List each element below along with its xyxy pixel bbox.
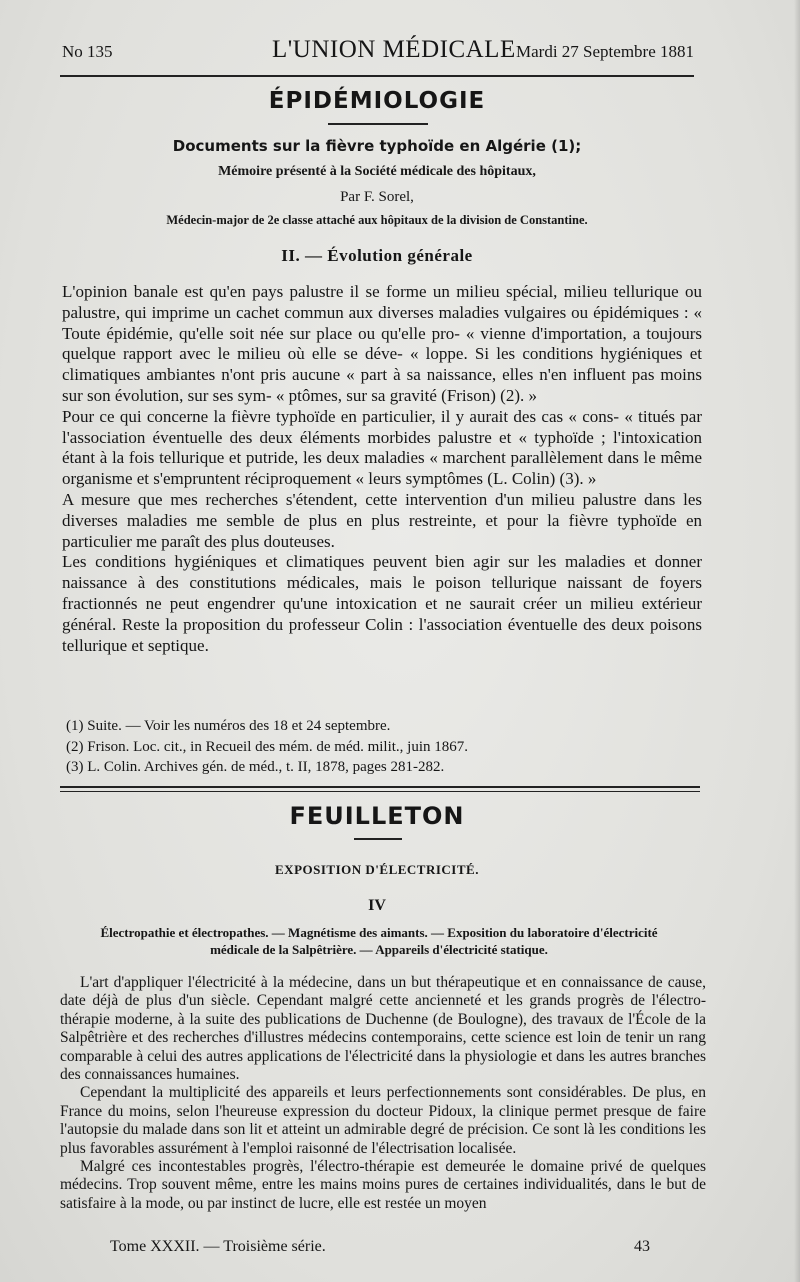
feuilleton-summary-line: médicale de la Salpêtrière. — Appareils d'électricité statique. [210,942,548,957]
article-paragraph: Pour ce qui concerne la fièvre typhoïde en particulier, il y aurait des cas « cons- « titués par l'association éventuelle des deux éléments morbides palustre et « typhoïde ; l'intoxication étant à la fois tellurique et putride, les deux maladies « marchent parallèlement dans le même organisme et s'empruntent réciproquement « leurs symptômes (L. Colin) (3). » [62,406,702,489]
section-title: ÉPIDÉMIOLOGIE [268,88,486,114]
feuilleton-paragraph: L'art d'appliquer l'électricité à la médecine, dans un but thérapeutique et en connaissance de cause, date déjà de plus d'un siècle. Cependant malgré cette ancienneté et les grands progrès de l'électro-thérapie moderne, à la suite des publications de Duchenne (de Boulogne), des travaux de l'École de la Salpêtrière et des recherches d'illustres médecins contemporains, cette science est loin de tenir un rang comparable à celui des autres applications de l'électricité dans la physiologie et dans les autres branches des connaissances humaines. [60,974,706,1084]
feuilleton-chapter-number: IV [368,897,386,914]
article-paragraph: A mesure que mes recherches s'étendent, cette intervention d'un milieu palustre dans les diverses maladies me semble de plus en plus restreinte, et pour la fièvre typhoïde en particulier me paraît des plus douteuses. [62,489,702,551]
article-author: Par F. Sorel, [340,189,414,205]
article-paragraph: Les conditions hygiéniques et climatiques peuvent bien agir sur les maladies et donner naissance à des constitutions médicales, mais le poison tellurique naissant de foyers fractionnés ne peut engendrer qu'une intoxication et ne saurait créer un milieu extérieur général. Reste la proposition du professeur Colin : l'association éventuelle des deux poisons tellurique et septique. [62,552,702,655]
footnotes [66,716,696,778]
feuilleton-paragraph: Malgré ces incontestables progrès, l'électro-thérapie est demeurée le domaine privé de quelques médecins. Trop souvent même, entre les mains moins pures de certaines individualités, dans le but de satisfaire à la mode, ou par instinct de lucre, elle est restée un moyen [60,1158,706,1212]
chapter-heading: II. — Évolution générale [281,246,473,265]
feuilleton-title: FEUILLETON [289,802,465,830]
feuilleton-summary-line: Électropathie et électropathes. — Magnétisme des aimants. — Exposition du laboratoire d'électricité [100,925,658,940]
section-separator [60,786,700,788]
footnote: (2) Frison. Loc. cit., in Recueil des mém. de méd. milit., juin 1867. [66,738,469,755]
page-footer [110,1238,650,1260]
masthead [62,36,694,66]
page-number: 43 [634,1238,650,1255]
footnote: (3) L. Colin. Archives gén. de méd., t. II, 1878, pages 281-282. [66,759,445,775]
section-separator-thin [60,791,700,792]
article-paragraph: L'opinion banale est qu'en pays palustre il se forme un milieu spécial, milieu tellurique ou palustre, qui imprime un cachet commun aux diverses maladies vulgaires ou épidémiques : « Toute épidémie, qu'elle soit née sur place ou qu'elle pro- « vienne d'importation, a toujours quelque rapport avec le milieu où elle se déve- « loppe. Si les conditions hygiéniques et climatiques ambiantes n'ont pris aucune « part à sa naissance, elles n'en influent pas moins sur son évolution, sur ses sym- « ptômes, sur sa gravité (Frison) (2). » [62,282,702,405]
feuilleton-body [60,974,706,1213]
article-body [62,282,702,656]
feuilleton-paragraph: Cependant la multiplicité des appareils et leurs perfectionnements sont considérables. De plus, en France du moins, selon l'heureuse expression du docteur Pidoux, la clinique permet presque de faire l'autopsie du malade dans son lit et atteint un admirable degré de précision. Ce sont là les conditions les plus favorables assurément à l'emploi raisonné de l'électrisation localisée. [60,1084,706,1157]
author-role: Médecin-major de 2e classe attaché aux hôpitaux de la division de Constantine. [166,213,588,227]
tome-label: Tome XXXII. — Troisième série. [110,1238,326,1255]
issue-number: No 135 [62,42,113,61]
journal-title: L'UNION MÉDICALE [272,36,516,63]
memoir-note: Mémoire présenté à la Société médicale des hôpitaux, [218,164,536,179]
page-edge-shadow [794,0,800,1282]
feuilleton-underline [354,838,402,840]
feuilleton-summary [62,924,696,958]
article-title: Documents sur la fièvre typhoïde en Algérie (1); [172,137,582,155]
section-underline [328,123,428,125]
issue-date: Mardi 27 Septembre 1881 [516,42,694,61]
header-rule [60,75,694,77]
footnote: (1) Suite. — Voir les numéros des 18 et 24 septembre. [66,718,391,734]
feuilleton-subject: EXPOSITION D'ÉLECTRICITÉ. [275,862,479,877]
